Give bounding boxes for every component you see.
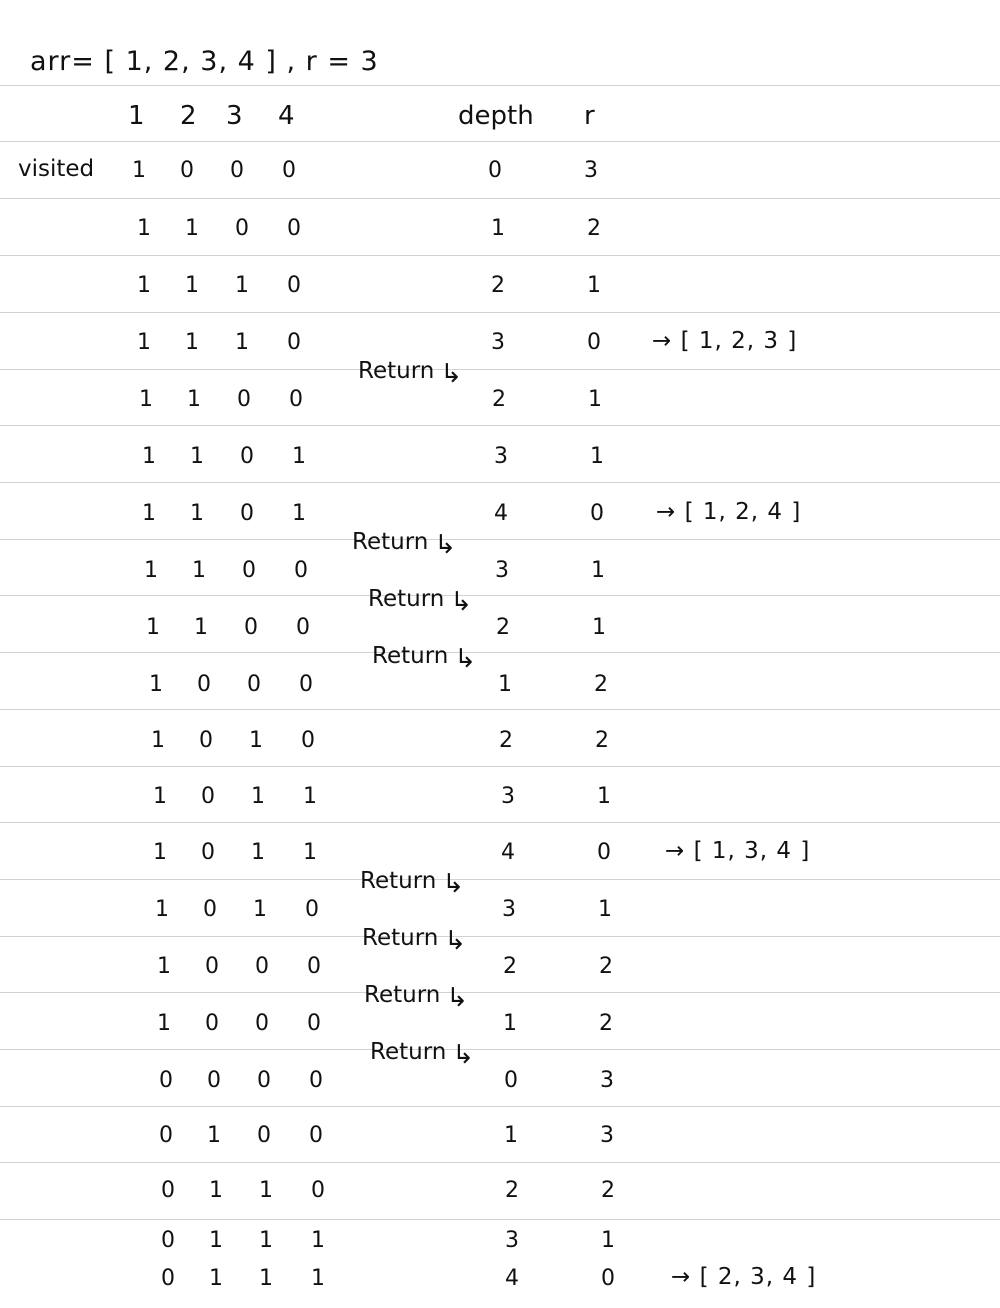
visited-cell: 1 <box>192 558 206 583</box>
r-value: 2 <box>594 672 608 697</box>
visited-cell: 1 <box>187 387 201 412</box>
return-annotation <box>362 924 467 956</box>
visited-cell: 0 <box>197 672 211 697</box>
depth-value: 1 <box>498 672 512 697</box>
r-value: 0 <box>597 840 611 865</box>
visited-cell: 1 <box>249 728 263 753</box>
return-arrow-icon: ↳ <box>444 926 467 956</box>
visited-cell: 0 <box>230 158 244 183</box>
return-arrow-icon: ↳ <box>454 644 477 674</box>
visited-cell: 1 <box>190 444 204 469</box>
visited-cell: 1 <box>190 501 204 526</box>
return-label: Return <box>362 925 439 951</box>
ruled-line <box>0 822 1000 823</box>
depth-value: 1 <box>504 1123 518 1148</box>
depth-value: 3 <box>501 784 515 809</box>
visited-cell: 1 <box>142 444 156 469</box>
r-value: 1 <box>588 387 602 412</box>
visited-cell: 0 <box>307 954 321 979</box>
visited-cell: 1 <box>132 158 146 183</box>
r-value: 2 <box>599 954 613 979</box>
result-combination: → [ 1, 2, 3 ] <box>652 328 798 354</box>
depth-value: 4 <box>494 501 508 526</box>
return-label: Return <box>368 586 445 612</box>
visited-cell: 0 <box>287 330 301 355</box>
visited-cell: 0 <box>255 954 269 979</box>
visited-cell: 1 <box>235 330 249 355</box>
depth-value: 0 <box>504 1068 518 1093</box>
visited-cell: 0 <box>307 1011 321 1036</box>
return-arrow-icon: ↳ <box>442 869 465 899</box>
ruled-line <box>0 1106 1000 1107</box>
visited-cell: 0 <box>240 501 254 526</box>
ruled-line <box>0 1049 1000 1050</box>
depth-value: 2 <box>505 1178 519 1203</box>
r-value: 0 <box>587 330 601 355</box>
return-label: Return <box>364 982 441 1008</box>
return-arrow-icon: ↳ <box>446 983 469 1013</box>
r-value: 1 <box>591 558 605 583</box>
visited-cell: 1 <box>303 784 317 809</box>
depth-value: 4 <box>505 1266 519 1291</box>
visited-cell: 1 <box>185 273 199 298</box>
ruled-line <box>0 595 1000 596</box>
visited-cell: 1 <box>146 615 160 640</box>
depth-value: 4 <box>501 840 515 865</box>
depth-value: 2 <box>503 954 517 979</box>
col-header-3: 3 <box>226 101 243 131</box>
ruled-line <box>0 766 1000 767</box>
visited-cell: 0 <box>203 897 217 922</box>
return-arrow-icon: ↳ <box>450 587 473 617</box>
visited-cell: 1 <box>185 330 199 355</box>
col-header-1: 1 <box>128 101 145 131</box>
r-value: 2 <box>595 728 609 753</box>
visited-cell: 0 <box>301 728 315 753</box>
visited-cell: 0 <box>159 1068 173 1093</box>
depth-value: 2 <box>492 387 506 412</box>
visited-cell: 1 <box>137 216 151 241</box>
visited-cell: 0 <box>311 1178 325 1203</box>
visited-cell: 1 <box>139 387 153 412</box>
visited-cell: 0 <box>289 387 303 412</box>
return-arrow-icon: ↳ <box>440 359 463 389</box>
visited-cell: 1 <box>207 1123 221 1148</box>
ruled-line <box>0 85 1000 86</box>
ruled-line <box>0 369 1000 370</box>
visited-cell: 0 <box>180 158 194 183</box>
return-annotation <box>368 585 473 617</box>
depth-value: 1 <box>491 216 505 241</box>
ruled-line <box>0 198 1000 199</box>
visited-cell: 0 <box>205 1011 219 1036</box>
visited-cell: 1 <box>209 1178 223 1203</box>
ruled-line <box>0 539 1000 540</box>
visited-cell: 0 <box>159 1123 173 1148</box>
ruled-line <box>0 879 1000 880</box>
return-label: Return <box>370 1039 447 1065</box>
visited-cell: 1 <box>292 501 306 526</box>
visited-cell: 0 <box>247 672 261 697</box>
visited-cell: 1 <box>149 672 163 697</box>
depth-value: 2 <box>491 273 505 298</box>
depth-value: 3 <box>495 558 509 583</box>
col-header-4: 4 <box>278 101 295 131</box>
visited-cell: 0 <box>294 558 308 583</box>
visited-cell: 1 <box>155 897 169 922</box>
return-arrow-icon: ↳ <box>452 1040 475 1070</box>
visited-cell: 0 <box>296 615 310 640</box>
r-value: 0 <box>590 501 604 526</box>
r-value: 1 <box>601 1228 615 1253</box>
r-value: 3 <box>600 1068 614 1093</box>
visited-cell: 1 <box>157 954 171 979</box>
visited-cell: 0 <box>161 1266 175 1291</box>
visited-cell: 1 <box>153 840 167 865</box>
depth-value: 2 <box>496 615 510 640</box>
depth-header: depth <box>458 101 534 131</box>
visited-cell: 1 <box>194 615 208 640</box>
visited-cell: 0 <box>201 784 215 809</box>
visited-cell: 1 <box>311 1266 325 1291</box>
ruled-line <box>0 992 1000 993</box>
r-value: 1 <box>597 784 611 809</box>
visited-cell: 1 <box>259 1178 273 1203</box>
visited-cell: 1 <box>137 330 151 355</box>
return-annotation <box>360 867 465 899</box>
visited-cell: 0 <box>244 615 258 640</box>
ruled-line <box>0 1162 1000 1163</box>
visited-cell: 1 <box>144 558 158 583</box>
visited-cell: 1 <box>292 444 306 469</box>
return-label: Return <box>352 529 429 555</box>
visited-cell: 1 <box>209 1228 223 1253</box>
visited-cell: 0 <box>161 1178 175 1203</box>
page-title: arr= [ 1, 2, 3, 4 ] , r = 3 <box>30 46 379 77</box>
r-value: 2 <box>601 1178 615 1203</box>
visited-cell: 0 <box>305 897 319 922</box>
visited-cell: 1 <box>303 840 317 865</box>
return-arrow-icon: ↳ <box>434 530 457 560</box>
return-label: Return <box>372 643 449 669</box>
visited-cell: 1 <box>251 784 265 809</box>
visited-cell: 1 <box>311 1228 325 1253</box>
r-value: 1 <box>590 444 604 469</box>
depth-value: 2 <box>499 728 513 753</box>
r-value: 3 <box>600 1123 614 1148</box>
result-combination: → [ 1, 2, 4 ] <box>656 499 802 525</box>
ruled-line <box>0 141 1000 142</box>
visited-cell: 0 <box>207 1068 221 1093</box>
visited-label: visited <box>18 156 95 182</box>
visited-cell: 1 <box>259 1228 273 1253</box>
return-annotation <box>364 981 469 1013</box>
depth-value: 3 <box>505 1228 519 1253</box>
visited-cell: 0 <box>282 158 296 183</box>
visited-cell: 1 <box>157 1011 171 1036</box>
visited-cell: 0 <box>309 1123 323 1148</box>
visited-cell: 1 <box>185 216 199 241</box>
visited-cell: 0 <box>299 672 313 697</box>
visited-cell: 0 <box>309 1068 323 1093</box>
visited-cell: 0 <box>235 216 249 241</box>
return-label: Return <box>360 868 437 894</box>
r-header: r <box>584 101 595 131</box>
depth-value: 0 <box>488 158 502 183</box>
r-value: 3 <box>584 158 598 183</box>
r-value: 2 <box>599 1011 613 1036</box>
visited-cell: 0 <box>257 1123 271 1148</box>
r-value: 0 <box>601 1266 615 1291</box>
visited-cell: 1 <box>151 728 165 753</box>
ruled-line <box>0 312 1000 313</box>
ruled-line <box>0 255 1000 256</box>
visited-cell: 0 <box>205 954 219 979</box>
visited-cell: 0 <box>255 1011 269 1036</box>
visited-cell: 1 <box>142 501 156 526</box>
result-combination: → [ 2, 3, 4 ] <box>671 1264 817 1290</box>
depth-value: 3 <box>491 330 505 355</box>
visited-cell: 1 <box>209 1266 223 1291</box>
visited-cell: 0 <box>201 840 215 865</box>
ruled-line <box>0 482 1000 483</box>
return-annotation <box>370 1038 475 1070</box>
visited-cell: 0 <box>242 558 256 583</box>
ruled-line <box>0 709 1000 710</box>
visited-cell: 0 <box>257 1068 271 1093</box>
return-annotation <box>358 357 463 389</box>
ruled-line <box>0 936 1000 937</box>
visited-cell: 0 <box>161 1228 175 1253</box>
return-annotation <box>352 528 457 560</box>
depth-value: 3 <box>502 897 516 922</box>
result-combination: → [ 1, 3, 4 ] <box>665 838 811 864</box>
visited-cell: 0 <box>240 444 254 469</box>
return-label: Return <box>358 358 435 384</box>
r-value: 2 <box>587 216 601 241</box>
r-value: 1 <box>587 273 601 298</box>
depth-value: 1 <box>503 1011 517 1036</box>
visited-cell: 1 <box>251 840 265 865</box>
r-value: 1 <box>592 615 606 640</box>
visited-cell: 0 <box>287 216 301 241</box>
r-value: 1 <box>598 897 612 922</box>
col-header-2: 2 <box>180 101 197 131</box>
ruled-line <box>0 652 1000 653</box>
visited-cell: 1 <box>259 1266 273 1291</box>
visited-cell: 1 <box>253 897 267 922</box>
visited-cell: 0 <box>287 273 301 298</box>
ruled-line <box>0 1219 1000 1220</box>
visited-cell: 1 <box>235 273 249 298</box>
visited-cell: 0 <box>237 387 251 412</box>
visited-cell: 1 <box>137 273 151 298</box>
ruled-line <box>0 425 1000 426</box>
visited-cell: 0 <box>199 728 213 753</box>
depth-value: 3 <box>494 444 508 469</box>
return-annotation <box>372 642 477 674</box>
visited-cell: 1 <box>153 784 167 809</box>
